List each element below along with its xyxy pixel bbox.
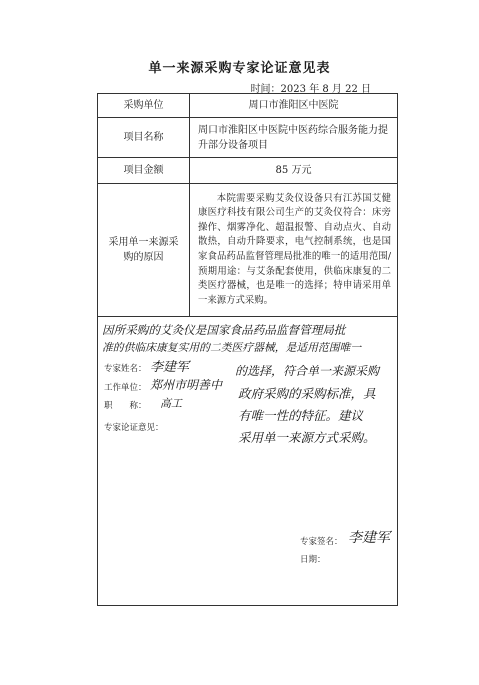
amount-label: 项目金额 [98, 158, 190, 183]
expert-signature: 李建军 [348, 530, 390, 546]
reason-label: 采用单一来源采购的原因 [98, 184, 190, 316]
title-label: 职 称： [104, 401, 147, 411]
project-label: 项目名称 [98, 118, 190, 157]
unit-value: 周口市淮阳区中医院 [248, 100, 339, 111]
amount-value: 85 万元 [275, 165, 312, 176]
opinion-line-6: 采用单一来源方式采购。 [238, 430, 376, 445]
opinion-line-2: 准的供临床康复实用的二类医疗器械，是适用范围唯一 [102, 341, 362, 354]
sign-label: 专家签名： [300, 537, 343, 547]
opinion-line-5: 有唯一性的特征。建议 [238, 408, 364, 423]
opinion-label: 专家论证意见： [104, 423, 164, 433]
row-unit [98, 94, 397, 118]
reason-value: 本院需要采购艾灸仪设备只有江苏国艾健康医疗科技有限公司生产的艾灸仪符合：床旁操作、烟雾净化、超温报警、自动点火、自动散热，自动升降要求，电气控制系统，也是国家食品药品监督管理局批准的唯一的适用范围/预期用途：与艾条配套使用，供临床康复的二类医疗器械，也是唯一的选择；特申请采用单一来源方式采购。 [198, 192, 391, 306]
unit-label: 采购单位 [98, 94, 190, 117]
opinion-line-3: 的选择，符合单一来源采购 [235, 364, 380, 378]
workplace-value: 郑州市明善中 [150, 378, 223, 392]
form-title: 单一来源采购专家论证意见表 [148, 61, 331, 76]
form-table [97, 93, 398, 606]
opinion-line-4: 政府采购的采购标准，具 [238, 386, 376, 401]
row-amount [98, 158, 397, 184]
row-project [98, 118, 397, 158]
expert-name-signature: 李建军 [150, 360, 190, 375]
date-label: 日期： [300, 555, 326, 565]
form-date: 时间：2023 年 8 月 22 日 [250, 84, 371, 95]
title-value: 高工 [160, 397, 182, 410]
expert-name-label: 专家姓名： [104, 364, 147, 374]
opinion-line-1: 因所采购的艾灸仪是国家食品药品监督管理局批 [102, 323, 346, 337]
workplace-label: 工作单位： [104, 383, 147, 393]
row-reason [98, 184, 397, 317]
project-value: 周口市淮阳区中医院中医药综合服务能力提升部分设备项目 [198, 124, 388, 151]
